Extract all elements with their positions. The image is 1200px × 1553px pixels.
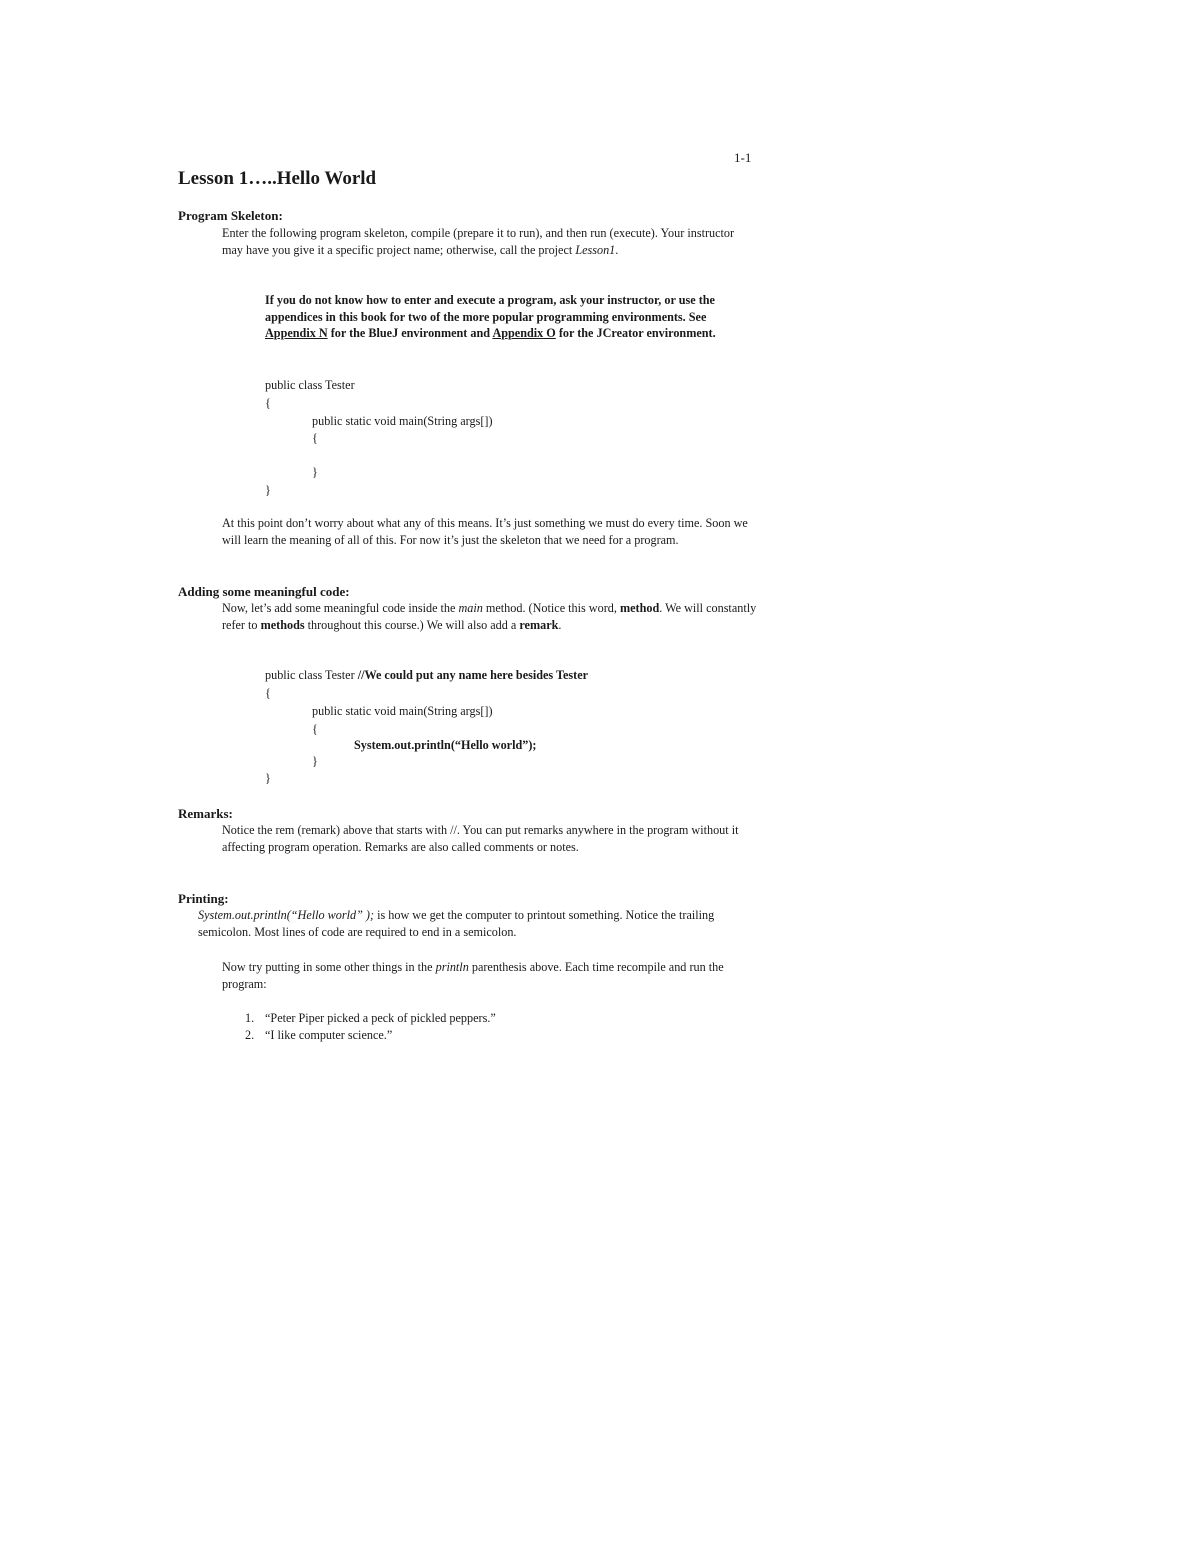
code-main-line: public static void main(String args[]) bbox=[312, 414, 493, 428]
list-item-number: 1. bbox=[245, 1011, 255, 1025]
println-code-inline: System.out.println(“Hello world” ); bbox=[198, 908, 375, 922]
try-text-1: Now try putting in some other things in the bbox=[222, 960, 433, 974]
note-text-1: If you do not know how to enter and execute a program, ask your instructor, or use the appendices in this book for two of the more popular programming environments. See bbox=[265, 293, 715, 324]
code2-class-text: public class Tester bbox=[265, 668, 355, 682]
heading-program-skeleton: Program Skeleton: bbox=[178, 208, 283, 223]
note-text-3: for the JCreator environment. bbox=[558, 326, 716, 340]
appendix-o-link[interactable]: Appendix O bbox=[492, 326, 556, 340]
skeleton-explanation: At this point don’t worry about what any of this means. It’s just something we must do every time. Soon we will learn the meaning of all of this. For now it’s just the skeleton that we need for a program. bbox=[222, 516, 748, 547]
code2-println-line: System.out.println(“Hello world”); bbox=[354, 738, 537, 752]
code2-class-line bbox=[265, 668, 588, 683]
remark-word: remark bbox=[519, 618, 559, 632]
adding-text-3: . We will constantly refer to bbox=[222, 601, 757, 632]
adding-code-paragraph bbox=[222, 600, 757, 634]
heading-printing: Printing: bbox=[178, 891, 229, 906]
code2-open-brace: { bbox=[265, 686, 271, 700]
skeleton-intro-paragraph bbox=[222, 225, 757, 259]
adding-text-2: method. (Notice this word, bbox=[485, 601, 617, 615]
method-word: method bbox=[619, 601, 660, 615]
try-paragraph bbox=[222, 959, 742, 993]
code-inner-close-brace: } bbox=[312, 465, 318, 479]
printing-text: is how we get the computer to printout something. Notice the trailing semicolon. Most lines of code are required to end in a semicolon. bbox=[198, 908, 715, 939]
code2-comment: //We could put any name here besides Tester bbox=[357, 668, 589, 682]
environment-note bbox=[265, 292, 755, 342]
skeleton-intro-text: Enter the following program skeleton, compile (prepare it to run), and then run (execute). Your instructor may have you give it a specific project name; otherwise, call the project bbox=[222, 226, 735, 257]
page-number: 1-1 bbox=[734, 150, 752, 165]
list-item-text: “I like computer science.” bbox=[265, 1028, 393, 1042]
printing-paragraph bbox=[198, 907, 738, 941]
adding-text-5: . bbox=[558, 618, 562, 632]
list-item bbox=[245, 1028, 392, 1043]
remarks-paragraph: Notice the rem (remark) above that starts with //. You can put remarks anywhere in the program without it affecting program operation. Remarks are also called comments or notes. bbox=[222, 823, 739, 854]
code-class-line: public class Tester bbox=[265, 378, 355, 392]
main-word: main bbox=[458, 601, 483, 615]
methods-word: methods bbox=[260, 618, 305, 632]
lesson-title: Lesson 1…..Hello World bbox=[178, 168, 377, 189]
heading-adding-code: Adding some meaningful code: bbox=[178, 584, 350, 599]
intro-period: . bbox=[615, 243, 619, 257]
adding-text-1: Now, let’s add some meaningful code inside the bbox=[222, 601, 456, 615]
list-item-number: 2. bbox=[245, 1028, 255, 1042]
code-open-brace: { bbox=[265, 396, 271, 410]
project-name: Lesson1 bbox=[575, 243, 616, 257]
try-text-2: parenthesis above. Each time recompile and run the program: bbox=[222, 960, 724, 991]
list-item-text: “Peter Piper picked a peck of pickled peppers.” bbox=[265, 1011, 496, 1025]
code-inner-open-brace: { bbox=[312, 431, 318, 445]
println-word: println bbox=[435, 960, 469, 974]
heading-remarks: Remarks: bbox=[178, 806, 233, 821]
code-close-brace: } bbox=[265, 483, 271, 497]
list-item bbox=[245, 1011, 496, 1026]
adding-text-4: throughout this course.) We will also add a bbox=[307, 618, 517, 632]
code2-inner-open-brace: { bbox=[312, 722, 318, 736]
appendix-n-link[interactable]: Appendix N bbox=[265, 326, 328, 340]
code2-inner-close-brace: } bbox=[312, 754, 318, 768]
code2-close-brace: } bbox=[265, 771, 271, 785]
code2-main-line: public static void main(String args[]) bbox=[312, 704, 493, 718]
note-text-2: for the BlueJ environment and bbox=[330, 326, 491, 340]
